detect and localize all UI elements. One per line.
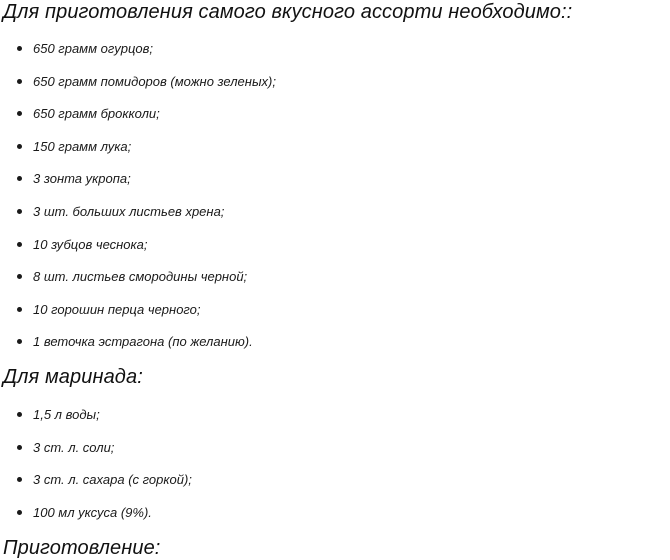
bullet-icon [17,339,22,344]
bullet-icon [17,445,22,450]
bullet-icon [17,209,22,214]
ingredients-heading: Для приготовления самого вкусного ассорти необходимо:: [3,1,573,23]
marinade-list [0,405,192,535]
list-item [0,267,276,300]
list-item [0,503,192,536]
bullet-icon [17,412,22,417]
list-item [0,202,276,235]
bullet-icon [17,242,22,247]
bullet-icon [17,111,22,116]
bullet-icon [17,274,22,279]
list-item [0,438,192,471]
bullet-icon [17,307,22,312]
list-item-text: 150 грамм лука; [33,138,132,154]
marinade-heading: Для маринада: [3,366,143,388]
list-item-text: 3 ст. л. соли; [33,439,115,455]
list-item [0,332,276,365]
list-item-text: 650 грамм брокколи; [33,106,160,122]
list-item-text: 3 зонта укропа; [33,171,131,187]
list-item-text: 10 горошин перца черного; [33,301,201,317]
list-item [0,39,276,72]
list-item [0,405,192,438]
list-item-text: 3 шт. больших листьев хрена; [33,203,225,219]
list-item-text: 100 мл уксуса (9%). [33,504,152,520]
list-item-text: 1 веточка эстрагона (по желанию). [33,334,253,350]
bullet-icon [17,144,22,149]
list-item [0,300,276,333]
list-item [0,137,276,170]
bullet-icon [17,46,22,51]
list-item [0,470,192,503]
list-item [0,104,276,137]
list-item-text: 8 шт. листьев смородины черной; [33,269,248,285]
list-item-text: 3 ст. л. сахара (с горкой); [33,472,192,488]
list-item [0,72,276,105]
list-item [0,169,276,202]
bullet-icon [17,477,22,482]
bullet-icon [17,79,22,84]
bullet-icon [17,510,22,515]
bullet-icon [17,176,22,181]
list-item-text: 10 зубцов чеснока; [33,236,148,252]
list-item-text: 650 грамм помидоров (можно зеленых); [33,73,276,89]
ingredients-list [0,39,276,365]
list-item [0,235,276,268]
cooking-heading: Приготовление: [3,537,161,559]
list-item-text: 650 грамм огурцов; [33,41,154,56]
list-item-text: 1,5 л воды; [33,407,100,422]
